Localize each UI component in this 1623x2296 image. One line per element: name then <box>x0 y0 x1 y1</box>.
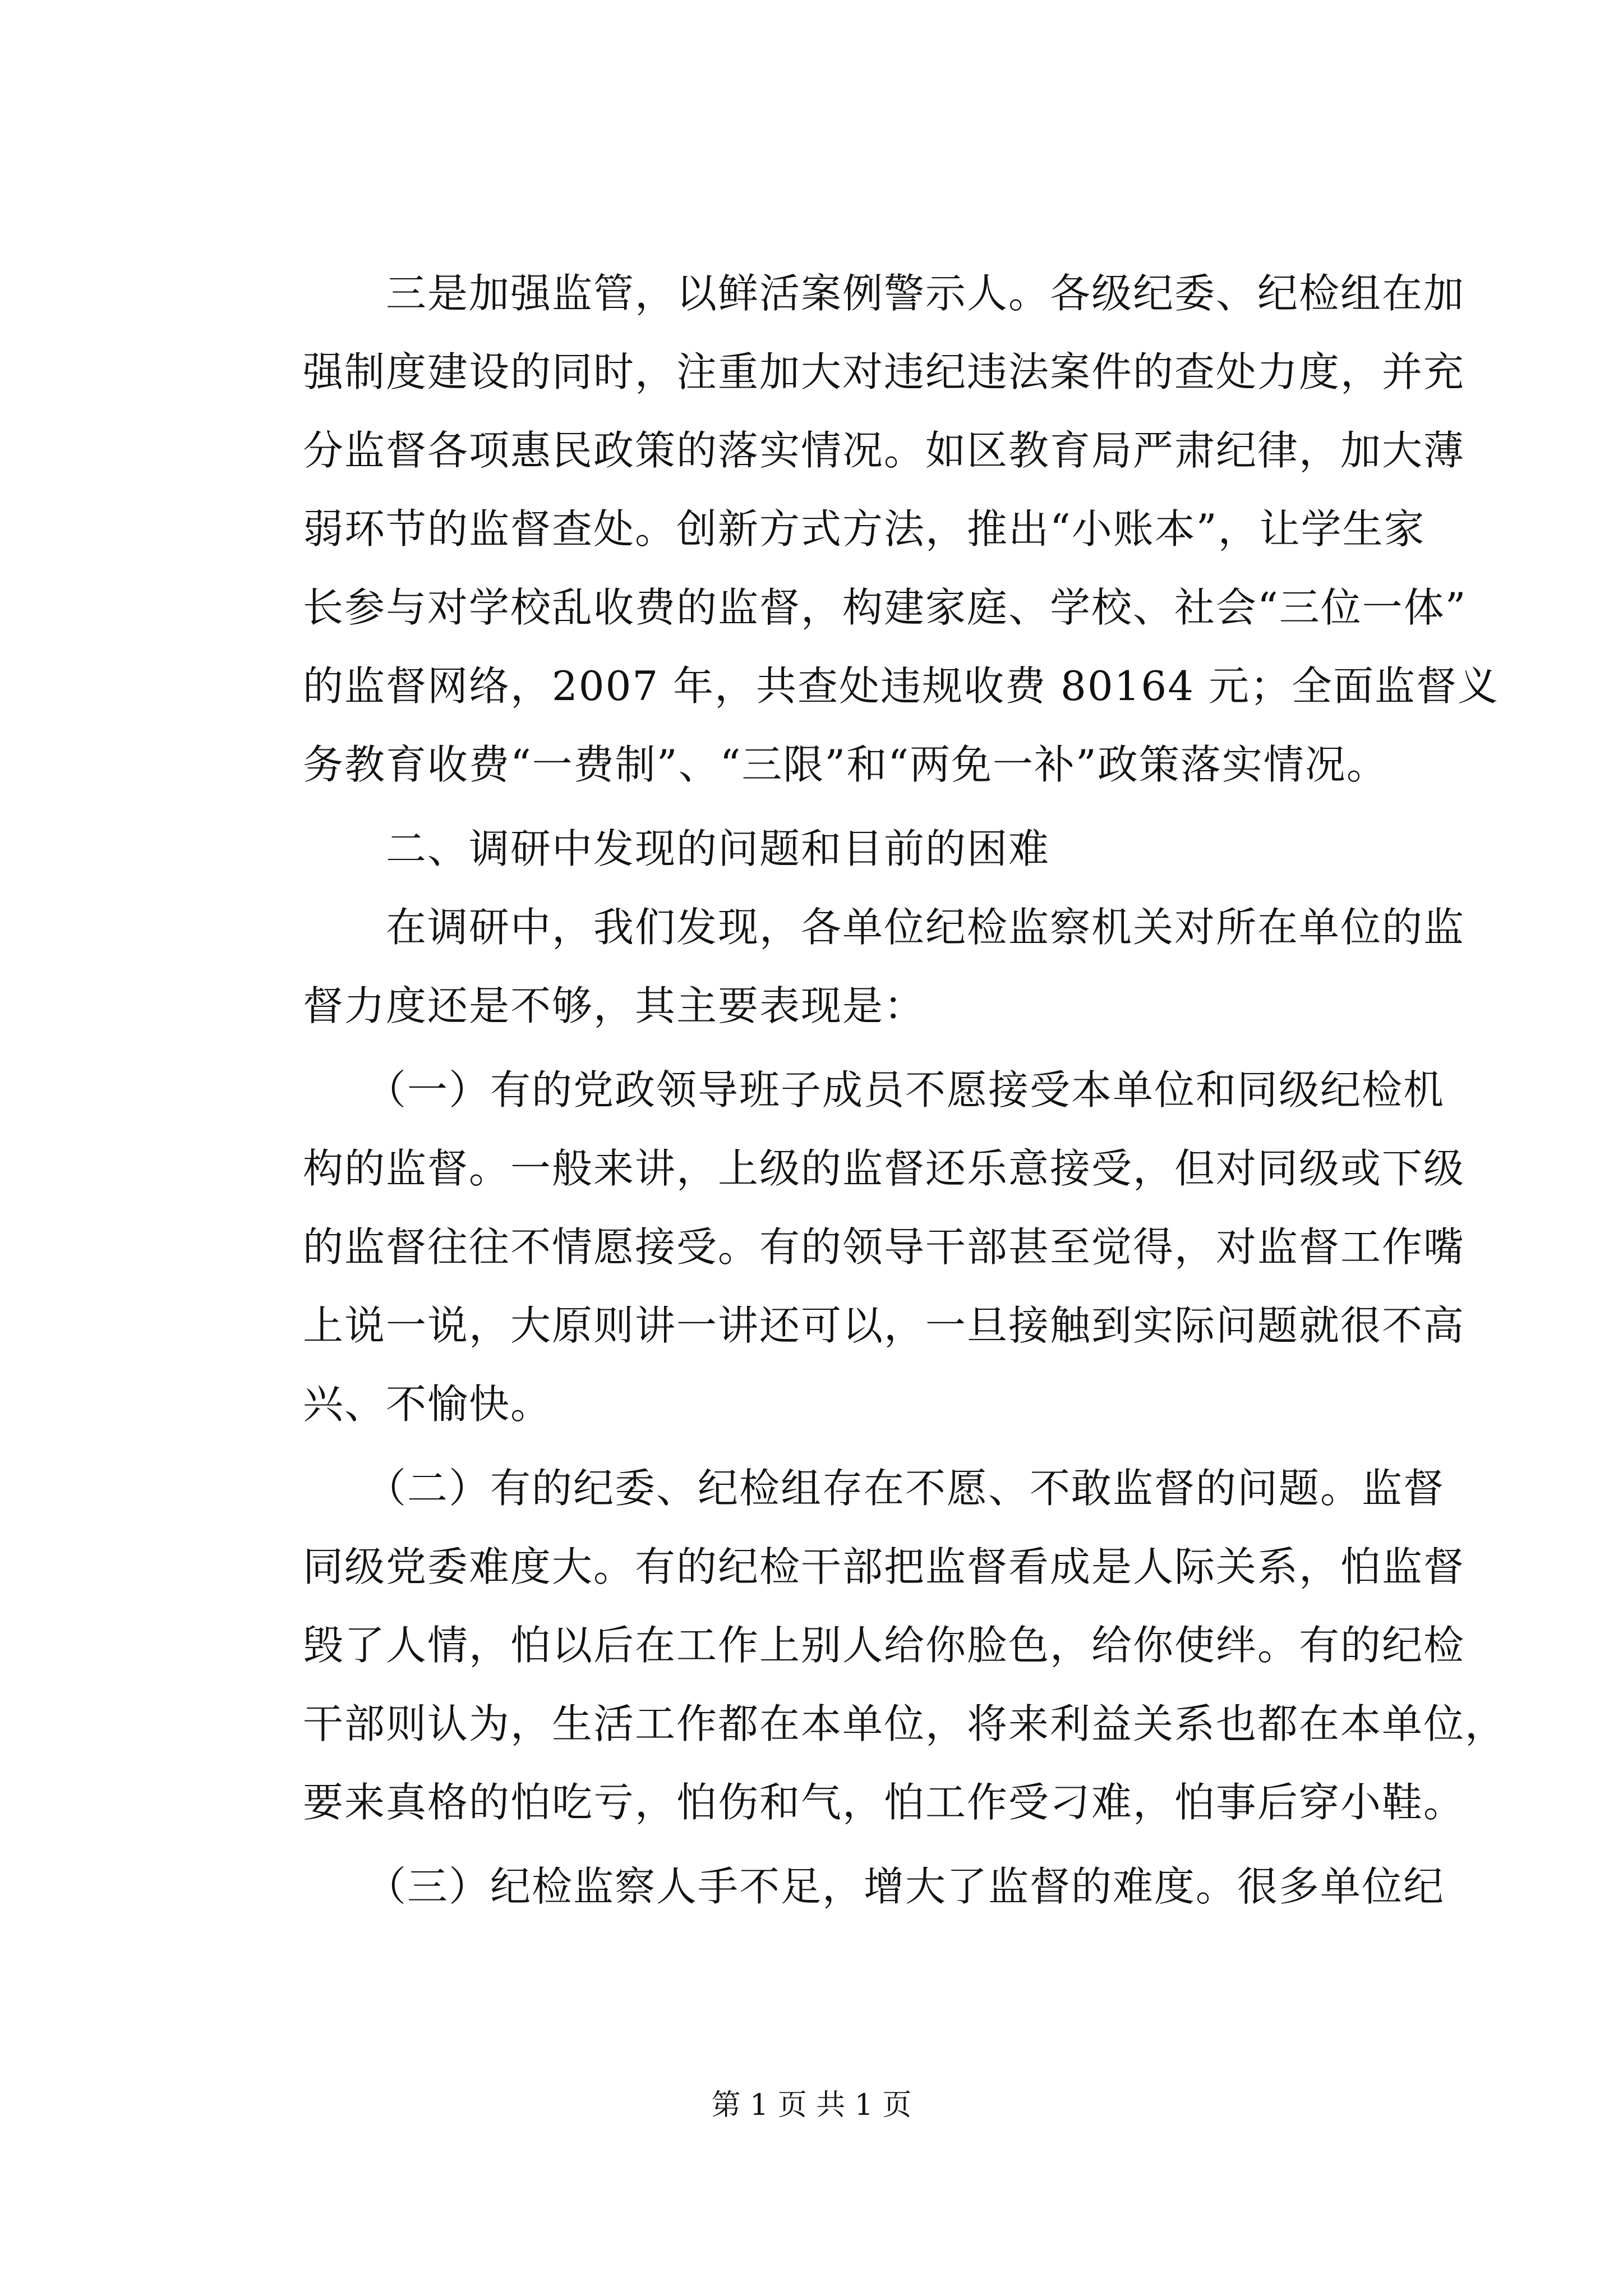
text-line: 在调研中，我们发现，各单位纪检监察机关对所在单位的监 <box>303 904 1465 951</box>
text-line: 构的监督。一般来讲，上级的监督还乐意接受，但对同级或下级 <box>303 1145 1465 1192</box>
text-line: 分监督各项惠民政策的落实情况。如区教育局严肃纪律，加大薄 <box>303 427 1465 474</box>
text-line: 毁了人情，怕以后在工作上别人给你脸色，给你使绊。有的纪检 <box>303 1622 1465 1669</box>
text-line: （一）有的党政领导班子成员不愿接受本单位和同级纪检机 <box>303 1066 1445 1114</box>
text-line: 长参与对学校乱收费的监督，构建家庭、学校、社会“三位一体” <box>303 584 1467 631</box>
text-line: （二）有的纪委、纪检组存在不愿、不敢监督的问题。监督 <box>303 1465 1445 1512</box>
text-line: 兴、不愉快。 <box>303 1381 552 1428</box>
text-line: 同级党委难度大。有的纪检干部把监督看成是人际关系，怕监督 <box>303 1543 1465 1590</box>
section-heading: 二、调研中发现的问题和目前的困难 <box>303 825 1050 872</box>
text-line: 弱环节的监督查处。创新方式方法，推出“小账本”，让学生家 <box>303 505 1426 553</box>
text-line: 上说一说，大原则讲一讲还可以，一旦接触到实际问题就很不高 <box>303 1302 1465 1349</box>
text-line: 干部则认为，生活工作都在本单位，将来利益关系也都在本单位， <box>303 1700 1507 1747</box>
text-line: 督力度还是不够，其主要表现是： <box>303 982 926 1029</box>
text-line: 的监督往往不情愿接受。有的领导干部甚至觉得，对监督工作嘴 <box>303 1223 1465 1271</box>
text-line: （三）纪检监察人手不足，增大了监督的难度。很多单位纪 <box>303 1863 1445 1910</box>
text-line: 要来真格的怕吃亏，怕伤和气，怕工作受刁难，怕事后穿小鞋。 <box>303 1779 1465 1826</box>
text-line: 务教育收费“一费制”、“三限”和“两免一补”政策落实情况。 <box>303 741 1388 788</box>
text-line: 的监督网络，2007 年，共查处违规收费 80164 元；全面监督义 <box>303 662 1499 710</box>
text-line: 强制度建设的同时，注重加大对违纪违法案件的查处力度，并充 <box>303 348 1465 395</box>
page-number: 第 1 页 共 1 页 <box>711 2088 912 2122</box>
text-line: 三是加强监管，以鲜活案例警示人。各级纪委、纪检组在加 <box>303 270 1465 317</box>
